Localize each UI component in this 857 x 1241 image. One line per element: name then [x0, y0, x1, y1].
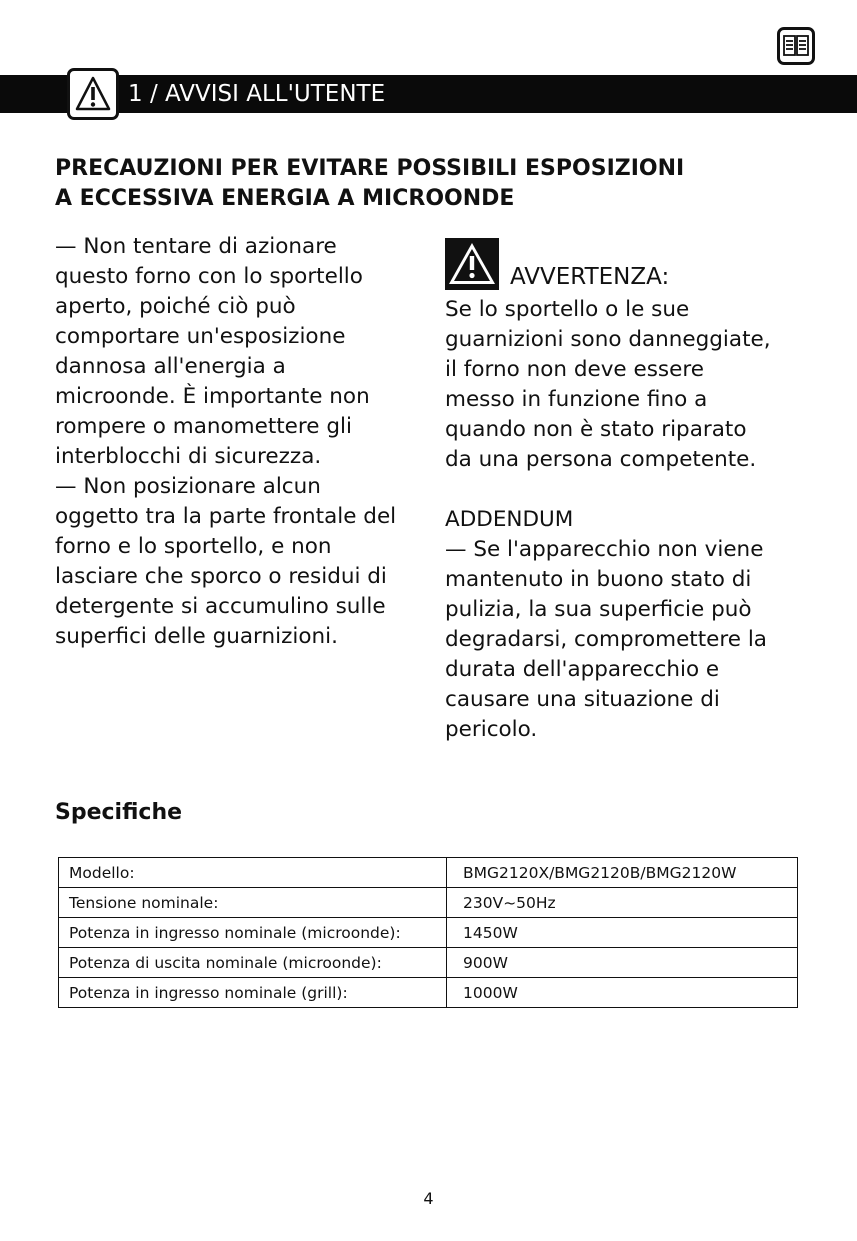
text-line: dannosa all'energia a — [55, 354, 286, 379]
left-column-text — [55, 232, 396, 652]
text-line: messo in funzione fino a — [445, 387, 708, 412]
text-line: pulizia, la sua superficie può — [445, 597, 752, 622]
spacer-line — [445, 475, 771, 505]
warning-triangle-icon — [67, 68, 119, 120]
text-line: rompere o manomettere gli — [55, 414, 352, 439]
text-line: comportare un'esposizione — [55, 324, 346, 349]
text-line: guarnizioni sono danneggiate, — [445, 327, 771, 352]
text-line: — Se l'apparecchio non viene — [445, 537, 764, 562]
warning-sign-icon — [445, 238, 499, 290]
text-line: quando non è stato riparato — [445, 417, 747, 442]
table-row — [59, 858, 798, 888]
spec-value: 900W — [447, 948, 798, 978]
text-line: aperto, poiché ciò può — [55, 294, 296, 319]
heading-line: PRECAUZIONI PER EVITARE POSSIBILI ESPOSIZIONI — [55, 156, 685, 181]
table-row — [59, 888, 798, 918]
spec-value: 1000W — [447, 978, 798, 1008]
spec-value: BMG2120X/BMG2120B/BMG2120W — [447, 858, 798, 888]
table-row — [59, 918, 798, 948]
text-line: Se lo sportello o le sue — [445, 297, 690, 322]
text-line: mantenuto in buono stato di — [445, 567, 752, 592]
spec-value: 1450W — [447, 918, 798, 948]
text-line: oggetto tra la parte frontale del — [55, 504, 397, 529]
spec-label: Potenza di uscita nominale (microonde): — [59, 948, 447, 978]
spec-label: Modello: — [59, 858, 447, 888]
text-line: interblocchi di sicurezza. — [55, 444, 322, 469]
text-line: causare una situazione di — [445, 687, 720, 712]
text-line: — Non tentare di azionare — [55, 234, 337, 259]
heading-line: A ECCESSIVA ENERGIA A MICROONDE — [55, 186, 515, 211]
spec-label: Tensione nominale: — [59, 888, 447, 918]
spec-value: 230V~50Hz — [447, 888, 798, 918]
text-line: pericolo. — [445, 717, 538, 742]
text-line: detergente si accumulino sulle — [55, 594, 386, 619]
table-row — [59, 948, 798, 978]
text-line: degradarsi, compromettere la — [445, 627, 767, 652]
precautions-heading — [55, 154, 815, 214]
spec-label: Potenza in ingresso nominale (grill): — [59, 978, 447, 1008]
text-line: il forno non deve essere — [445, 357, 704, 382]
text-line: forno e lo sportello, e non — [55, 534, 332, 559]
text-line: da una persona competente. — [445, 447, 757, 472]
text-line: lasciare che sporco o residui di — [55, 564, 387, 589]
text-line: durata dell'apparecchio e — [445, 657, 720, 682]
right-column-text — [445, 295, 771, 745]
section-title: 1 / AVVISI ALL'UTENTE — [128, 81, 386, 107]
warning-label: AVVERTENZA: — [510, 264, 670, 290]
page-number: 4 — [423, 1189, 434, 1208]
table-row — [59, 978, 798, 1008]
text-line: questo forno con lo sportello — [55, 264, 363, 289]
manual-book-icon — [777, 27, 815, 65]
text-line: microonde. È importante non — [55, 384, 370, 409]
specs-table — [58, 857, 798, 1008]
text-line: superfici delle guarnizioni. — [55, 624, 338, 649]
text-line: — Non posizionare alcun — [55, 474, 321, 499]
specs-heading: Specifiche — [55, 800, 183, 825]
spec-label: Potenza in ingresso nominale (microonde): — [59, 918, 447, 948]
addendum-title: ADDENDUM — [445, 507, 574, 532]
